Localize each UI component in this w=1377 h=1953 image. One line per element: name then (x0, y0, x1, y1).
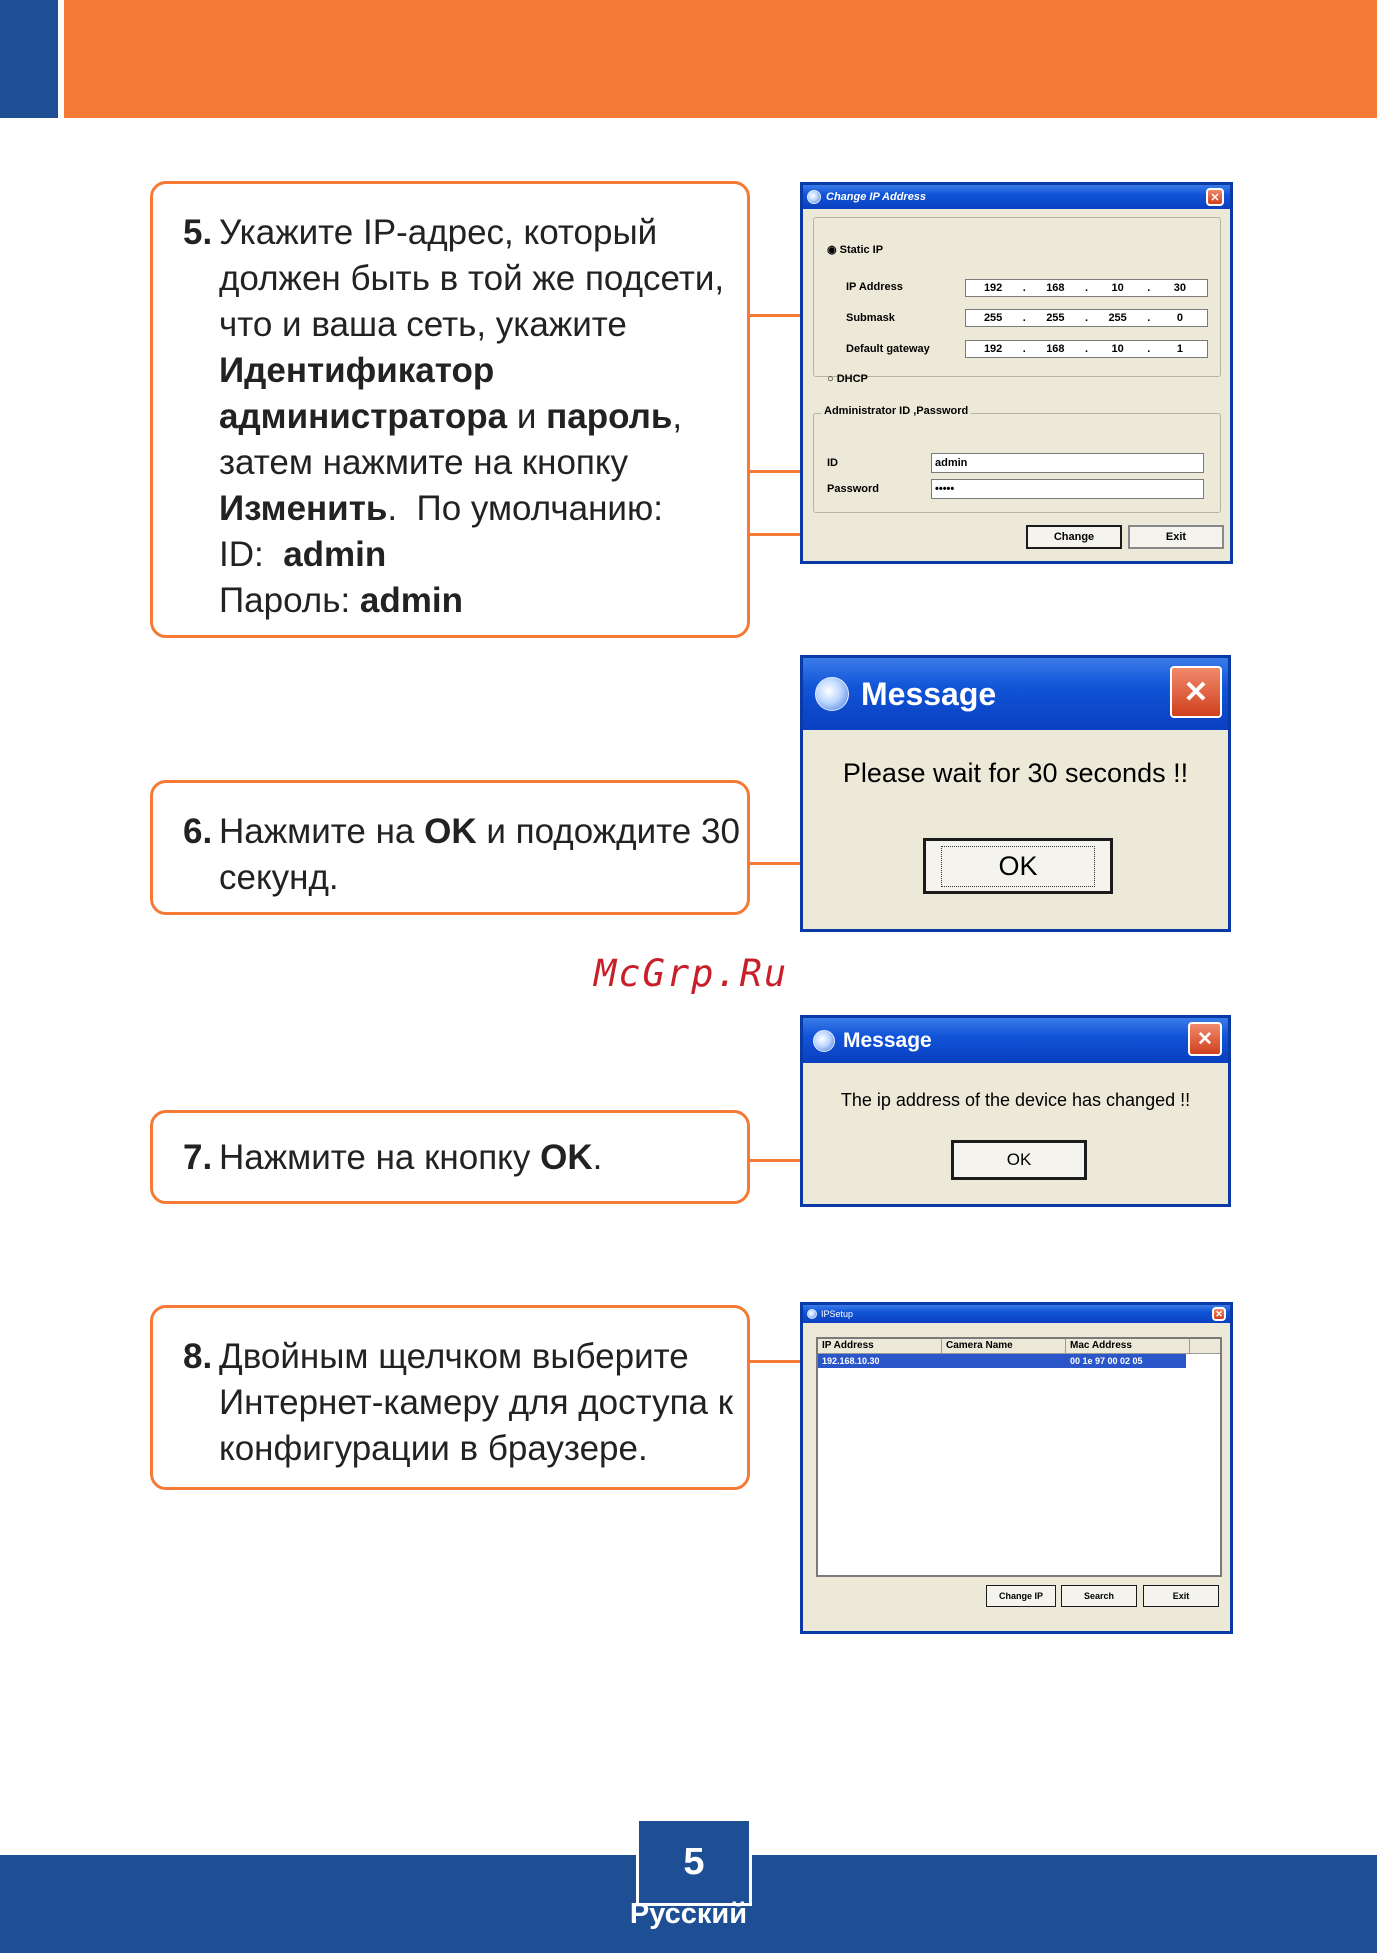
close-icon[interactable]: ✕ (1206, 188, 1224, 206)
ip-octet: 192 (983, 343, 1003, 355)
step-number: 7. (183, 1138, 213, 1177)
step-number (183, 1426, 219, 1472)
step-text (219, 394, 727, 440)
step-text-part: Нажмите на (219, 812, 425, 851)
app-globe-icon (807, 190, 821, 204)
table-header (818, 1339, 1220, 1354)
submask-field[interactable]: 255 . 255 . 255 . 0 (965, 309, 1208, 327)
message-changed-dialog (800, 1015, 1231, 1207)
exit-button[interactable]: Exit (1143, 1585, 1219, 1607)
step-5-callout (150, 181, 750, 638)
step-6-callout (150, 780, 750, 915)
column-header[interactable]: Mac Address (1066, 1339, 1190, 1353)
step-text-part: , (672, 397, 683, 436)
radio-selected-icon: ◉ (827, 244, 837, 256)
static-ip-label: Static IP (839, 244, 884, 256)
ok-label: OK (941, 846, 1094, 887)
step-text (219, 855, 727, 901)
ip-address-label: IP Address (846, 281, 903, 293)
step-line (183, 1334, 727, 1380)
exit-button[interactable]: Exit (1128, 525, 1224, 549)
message-text: The ip address of the device has changed !! (840, 1090, 1191, 1110)
step-number: 5. (183, 213, 213, 252)
gateway-label: Default gateway (846, 343, 930, 355)
step-text-part: Укажите IP-адрес, который (219, 213, 658, 252)
change-ip-window (800, 182, 1233, 564)
window-title: IPSetup (821, 1309, 854, 1319)
step-number (183, 532, 219, 578)
step-text (219, 1334, 727, 1380)
step-text (219, 809, 740, 855)
id-label: ID (827, 457, 838, 469)
ip-octet: 192 (983, 282, 1003, 294)
table-cell: 00 1e 97 00 02 05 (1070, 1356, 1143, 1366)
step-number (183, 855, 219, 901)
ok-button[interactable]: OK (951, 1140, 1087, 1180)
password-input[interactable]: ••••• (931, 479, 1204, 499)
step-text-part: должен быть в той же подсети, (219, 259, 725, 298)
step-text-bold: admin (283, 535, 387, 574)
step-text-part: секунд. (219, 858, 339, 897)
step-text-part: Нажмите на кнопку (219, 1138, 541, 1177)
dhcp-radio[interactable] (827, 373, 868, 385)
ipsetup-window (800, 1302, 1233, 1634)
ip-octet: 1 (1176, 343, 1183, 355)
page-number: 5 (636, 1818, 752, 1906)
step-text (219, 1135, 727, 1181)
ip-octet: 0 (1176, 312, 1183, 324)
change-ip-titlebar (803, 185, 1230, 209)
ip-octet: 168 (1046, 343, 1065, 355)
message-text: Please wait for 30 seconds !! (842, 758, 1189, 788)
step-number (183, 440, 219, 486)
message-wait-dialog (800, 655, 1231, 932)
ip-octet: 30 (1173, 282, 1186, 294)
step-number (183, 394, 219, 440)
close-icon[interactable]: ✕ (1170, 666, 1222, 718)
app-globe-icon (813, 1030, 835, 1052)
step-text-bold: администратора (219, 397, 508, 436)
search-button[interactable]: Search (1061, 1585, 1137, 1607)
step-line (183, 256, 727, 302)
ip-octet: 168 (1046, 282, 1065, 294)
step-text-bold: Идентификатор (219, 351, 495, 390)
step-line (183, 348, 727, 394)
step-line (183, 532, 727, 578)
step-text (219, 1426, 727, 1472)
ip-octet: 255 (1046, 312, 1065, 324)
step-7-callout (150, 1110, 750, 1204)
camera-table[interactable] (816, 1337, 1222, 1577)
step-number (183, 302, 219, 348)
step-text (219, 210, 727, 256)
step-number (183, 1380, 219, 1426)
step-text-part: конфигурации в браузере. (219, 1429, 648, 1468)
step-line (183, 809, 740, 855)
dhcp-label: DHCP (836, 373, 868, 385)
step-text-part: затем нажмите на кнопку (219, 443, 629, 482)
column-header[interactable]: Camera Name (942, 1339, 1066, 1353)
step-line (183, 440, 727, 486)
admin-group-title: Administrator ID ,Password (821, 405, 971, 417)
step-line (183, 855, 727, 901)
app-globe-icon (807, 1309, 817, 1319)
step-line (183, 1380, 734, 1426)
ip-octet: 10 (1111, 282, 1124, 294)
window-title: Message (843, 1028, 932, 1052)
ip-address-field[interactable]: 192 . 168 . 10 . 30 (965, 279, 1208, 297)
step-line (183, 486, 727, 532)
step-text-bold: Изменить (219, 489, 388, 528)
step-text-part: ID: (219, 535, 284, 574)
step-number (183, 256, 219, 302)
header-orange-bar (64, 0, 1377, 118)
step-number (183, 578, 219, 624)
step-line (183, 578, 727, 624)
window-title: Change IP Address (826, 191, 927, 203)
header-blue-block (0, 0, 58, 118)
step-line (183, 1426, 727, 1472)
column-header[interactable]: IP Address (818, 1339, 942, 1353)
step-number: 6. (183, 812, 213, 851)
step-text-part: . (592, 1138, 603, 1177)
step-text-part: и подождите 30 (476, 812, 740, 851)
step-number (183, 348, 219, 394)
step-text (219, 486, 727, 532)
step-text-bold: admin (359, 581, 463, 620)
language-label: Русский (629, 1898, 748, 1930)
radio-empty-icon: ○ (827, 373, 834, 385)
step-text-part: Двойным щелчком выберите (219, 1337, 689, 1376)
step-line (183, 394, 727, 440)
ip-octet: 255 (1108, 312, 1127, 324)
step-line (183, 1135, 727, 1181)
close-icon[interactable]: ✕ (1188, 1022, 1222, 1056)
change-button[interactable]: Change (1026, 525, 1122, 549)
password-label: Password (827, 483, 879, 495)
ok-button[interactable] (923, 838, 1113, 894)
static-ip-radio[interactable] (827, 243, 883, 256)
ip-octet: 10 (1111, 343, 1124, 355)
step-text-bold: OK (540, 1138, 593, 1177)
gateway-field[interactable]: 192 . 168 . 10 . 1 (965, 340, 1208, 358)
step-text (219, 348, 727, 394)
step-text (219, 256, 727, 302)
message-changed-titlebar (803, 1018, 1228, 1063)
step-text-bold: пароль (546, 397, 673, 436)
window-title: Message (861, 675, 997, 712)
step-8-callout (150, 1305, 750, 1490)
ip-octet: 255 (983, 312, 1003, 324)
table-cell: 192.168.10.30 (822, 1356, 880, 1366)
close-icon[interactable]: ✕ (1212, 1307, 1226, 1321)
step-text-part: . По умолчанию: (387, 489, 663, 528)
change-ip-button[interactable]: Change IP (986, 1585, 1056, 1607)
step-text-part: Интернет-камеру для доступа к (219, 1383, 734, 1422)
ipsetup-titlebar (803, 1305, 1230, 1323)
watermark: McGrp.Ru (594, 952, 789, 995)
step-number: 8. (183, 1337, 213, 1376)
table-row[interactable] (818, 1354, 1186, 1368)
step-text-bold: OK (424, 812, 477, 851)
step-text (219, 440, 727, 486)
id-input[interactable]: admin (931, 453, 1204, 473)
step-line (183, 302, 727, 348)
step-text (219, 578, 727, 624)
table-cell (942, 1354, 1066, 1368)
step-text (219, 302, 727, 348)
submask-label: Submask (846, 312, 895, 324)
step-text-part: что и ваша сеть, укажите (219, 305, 627, 344)
step-text-part: Пароль: (219, 581, 360, 620)
app-globe-icon (815, 677, 849, 711)
step-text (219, 1380, 733, 1426)
step-text-part: и (507, 397, 547, 436)
step-text (219, 532, 727, 578)
step-line (183, 210, 727, 256)
message-wait-titlebar (803, 658, 1228, 730)
step-number (183, 486, 219, 532)
